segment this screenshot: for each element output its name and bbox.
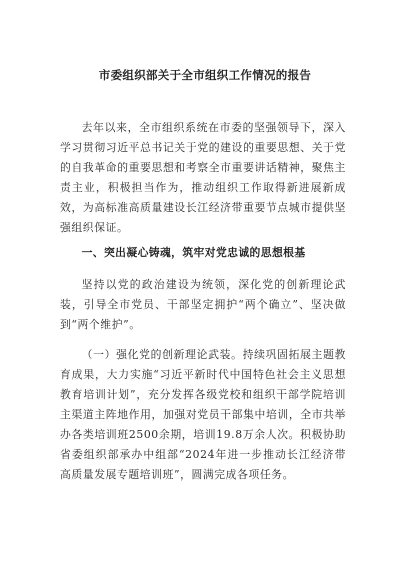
subsection-1-paragraph: （一）强化党的创新理论武装。持续巩固拓展主题教育成果，大力实施“习近平新时代中国特色社会主义思想教育培训计划”，充分发挥各级党校和组织干部学院培训主渠道主阵地作用，加强对党员干部集中培训，全市共举办各类培训班2500余期，培训19.8万余人次。积极协助省委组织部承办中组部“2024年进一步推动长江经济带高质量发展专题培训班”，圆满完成各项任务。 [60,348,346,481]
section-heading-1: 一、突出凝心铸魂，筑牢对党忠诚的思想根基 [81,246,306,259]
section-1-paragraph: 坚持以党的政治建设为统领，深化党的创新理论武装，引导全市党员、干部坚定拥护“两个确立”、坚决做到“两个维护”。 [60,278,346,331]
intro-paragraph: 去年以来，全市组织系统在市委的坚强领导下，深入学习贯彻习近平总书记关于党的建设的重要思想、关于党的自我革命的重要思想和考察全市重要讲话精神，聚焦主责主业，积极担当作为，推动组织工作取得新进展新成效，为高标准高质量建设长江经济带重要节点城市提供坚强组织保证。 [60,121,346,234]
document-title: 市委组织部关于全市组织工作情况的报告 [98,68,312,82]
